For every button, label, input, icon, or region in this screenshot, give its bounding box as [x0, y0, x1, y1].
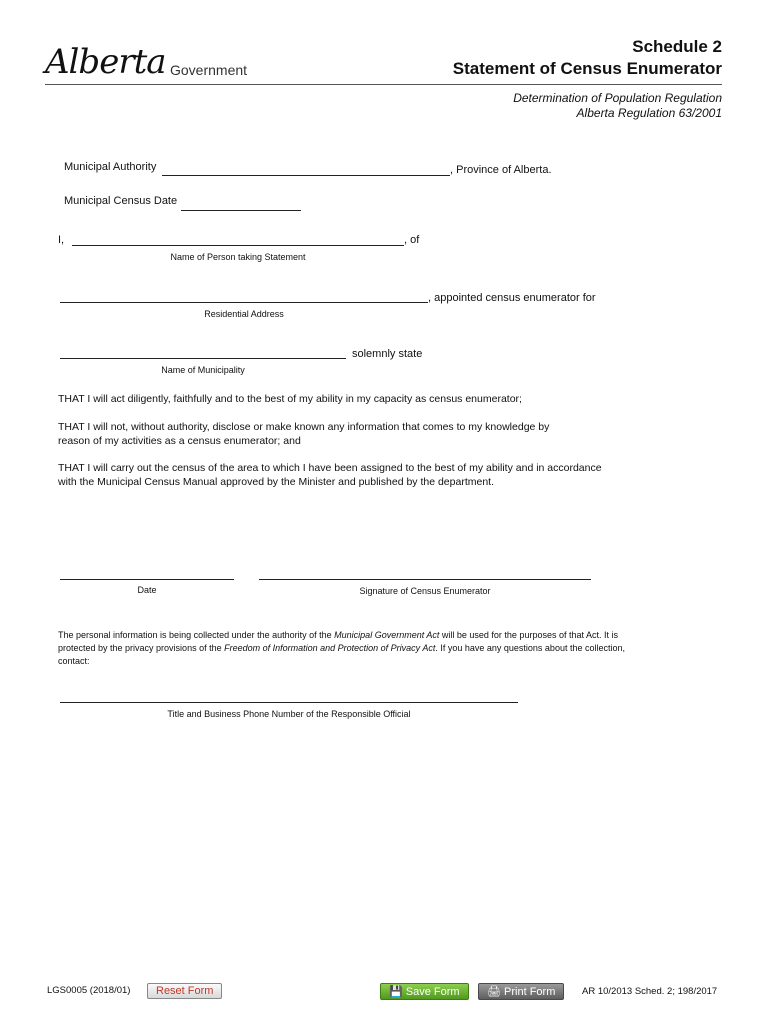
form-title: Statement of Census Enumerator [452, 59, 722, 78]
amendment-reference: AR 10/2013 Sched. 2; 198/2017 [582, 986, 718, 997]
schedule-number: Schedule 2 [632, 37, 722, 56]
alberta-logo: Alberta [45, 42, 166, 82]
municipality-caption: Name of Municipality [161, 365, 245, 375]
residential-address-field[interactable] [60, 302, 428, 303]
signature-caption: Signature of Census Enumerator [359, 586, 491, 596]
privacy-line-2: protected by the privacy provisions of the Freedom of Information and Protection of Privacy Act. If you have any questions about the collection, [58, 643, 625, 653]
privacy-line-1: The personal information is being collected under the authority of the Municipal Government Act will be used for the purposes of that Act. It is [58, 630, 618, 640]
responsible-official-field[interactable] [60, 702, 518, 703]
date-caption: Date [137, 585, 157, 595]
responsible-official-caption: Title and Business Phone Number of the Responsible Official [167, 709, 411, 719]
reset-form-button[interactable]: Reset Form [147, 983, 222, 999]
oath-paragraph-1: THAT I will act diligently, faithfully and to the best of my ability in my capacity as census enumerator; [58, 393, 522, 405]
census-date-field[interactable] [181, 210, 301, 211]
i-label: I, [58, 234, 65, 246]
municipal-authority-field[interactable] [162, 175, 450, 176]
privacy-line-3: contact: [58, 656, 90, 666]
privacy-notice [58, 629, 698, 668]
save-form-button[interactable]: 💾 Save Form [380, 983, 469, 1000]
residential-address-caption: Residential Address [204, 309, 284, 319]
province-suffix: , Province of Alberta. [450, 164, 552, 176]
person-name-field[interactable] [72, 245, 404, 246]
form-number: LGS0005 (2018/01) [47, 985, 131, 996]
person-name-caption: Name of Person taking Statement [170, 252, 306, 262]
oath-paragraph-3b: with the Municipal Census Manual approved by the Minister and published by the department. [58, 476, 495, 488]
municipal-authority-label: Municipal Authority [64, 161, 157, 173]
oath-paragraph-3a: THAT I will carry out the census of the area to which I have been assigned to the best of my ability and in accordance [58, 462, 602, 474]
regulation-name: Determination of Population Regulation [513, 91, 722, 105]
appointed-suffix: , appointed census enumerator for [428, 292, 596, 304]
header-divider [45, 84, 722, 85]
municipality-name-field[interactable] [60, 358, 346, 359]
regulation-number: Alberta Regulation 63/2001 [576, 106, 722, 120]
census-date-label: Municipal Census Date [64, 195, 178, 207]
oath-paragraph-2b: reason of my activities as a census enumerator; and [58, 435, 301, 447]
of-suffix: , of [404, 234, 420, 246]
solemnly-state-label: solemnly state [352, 348, 423, 360]
signature-field[interactable] [259, 579, 591, 580]
government-wordmark: Government [170, 62, 248, 78]
date-field[interactable] [60, 579, 234, 580]
print-form-button[interactable]: 🖨 Print Form [478, 983, 564, 1000]
oath-paragraph-2a: THAT I will not, without authority, disclose or make known any information that comes to my knowledge by [58, 421, 550, 433]
